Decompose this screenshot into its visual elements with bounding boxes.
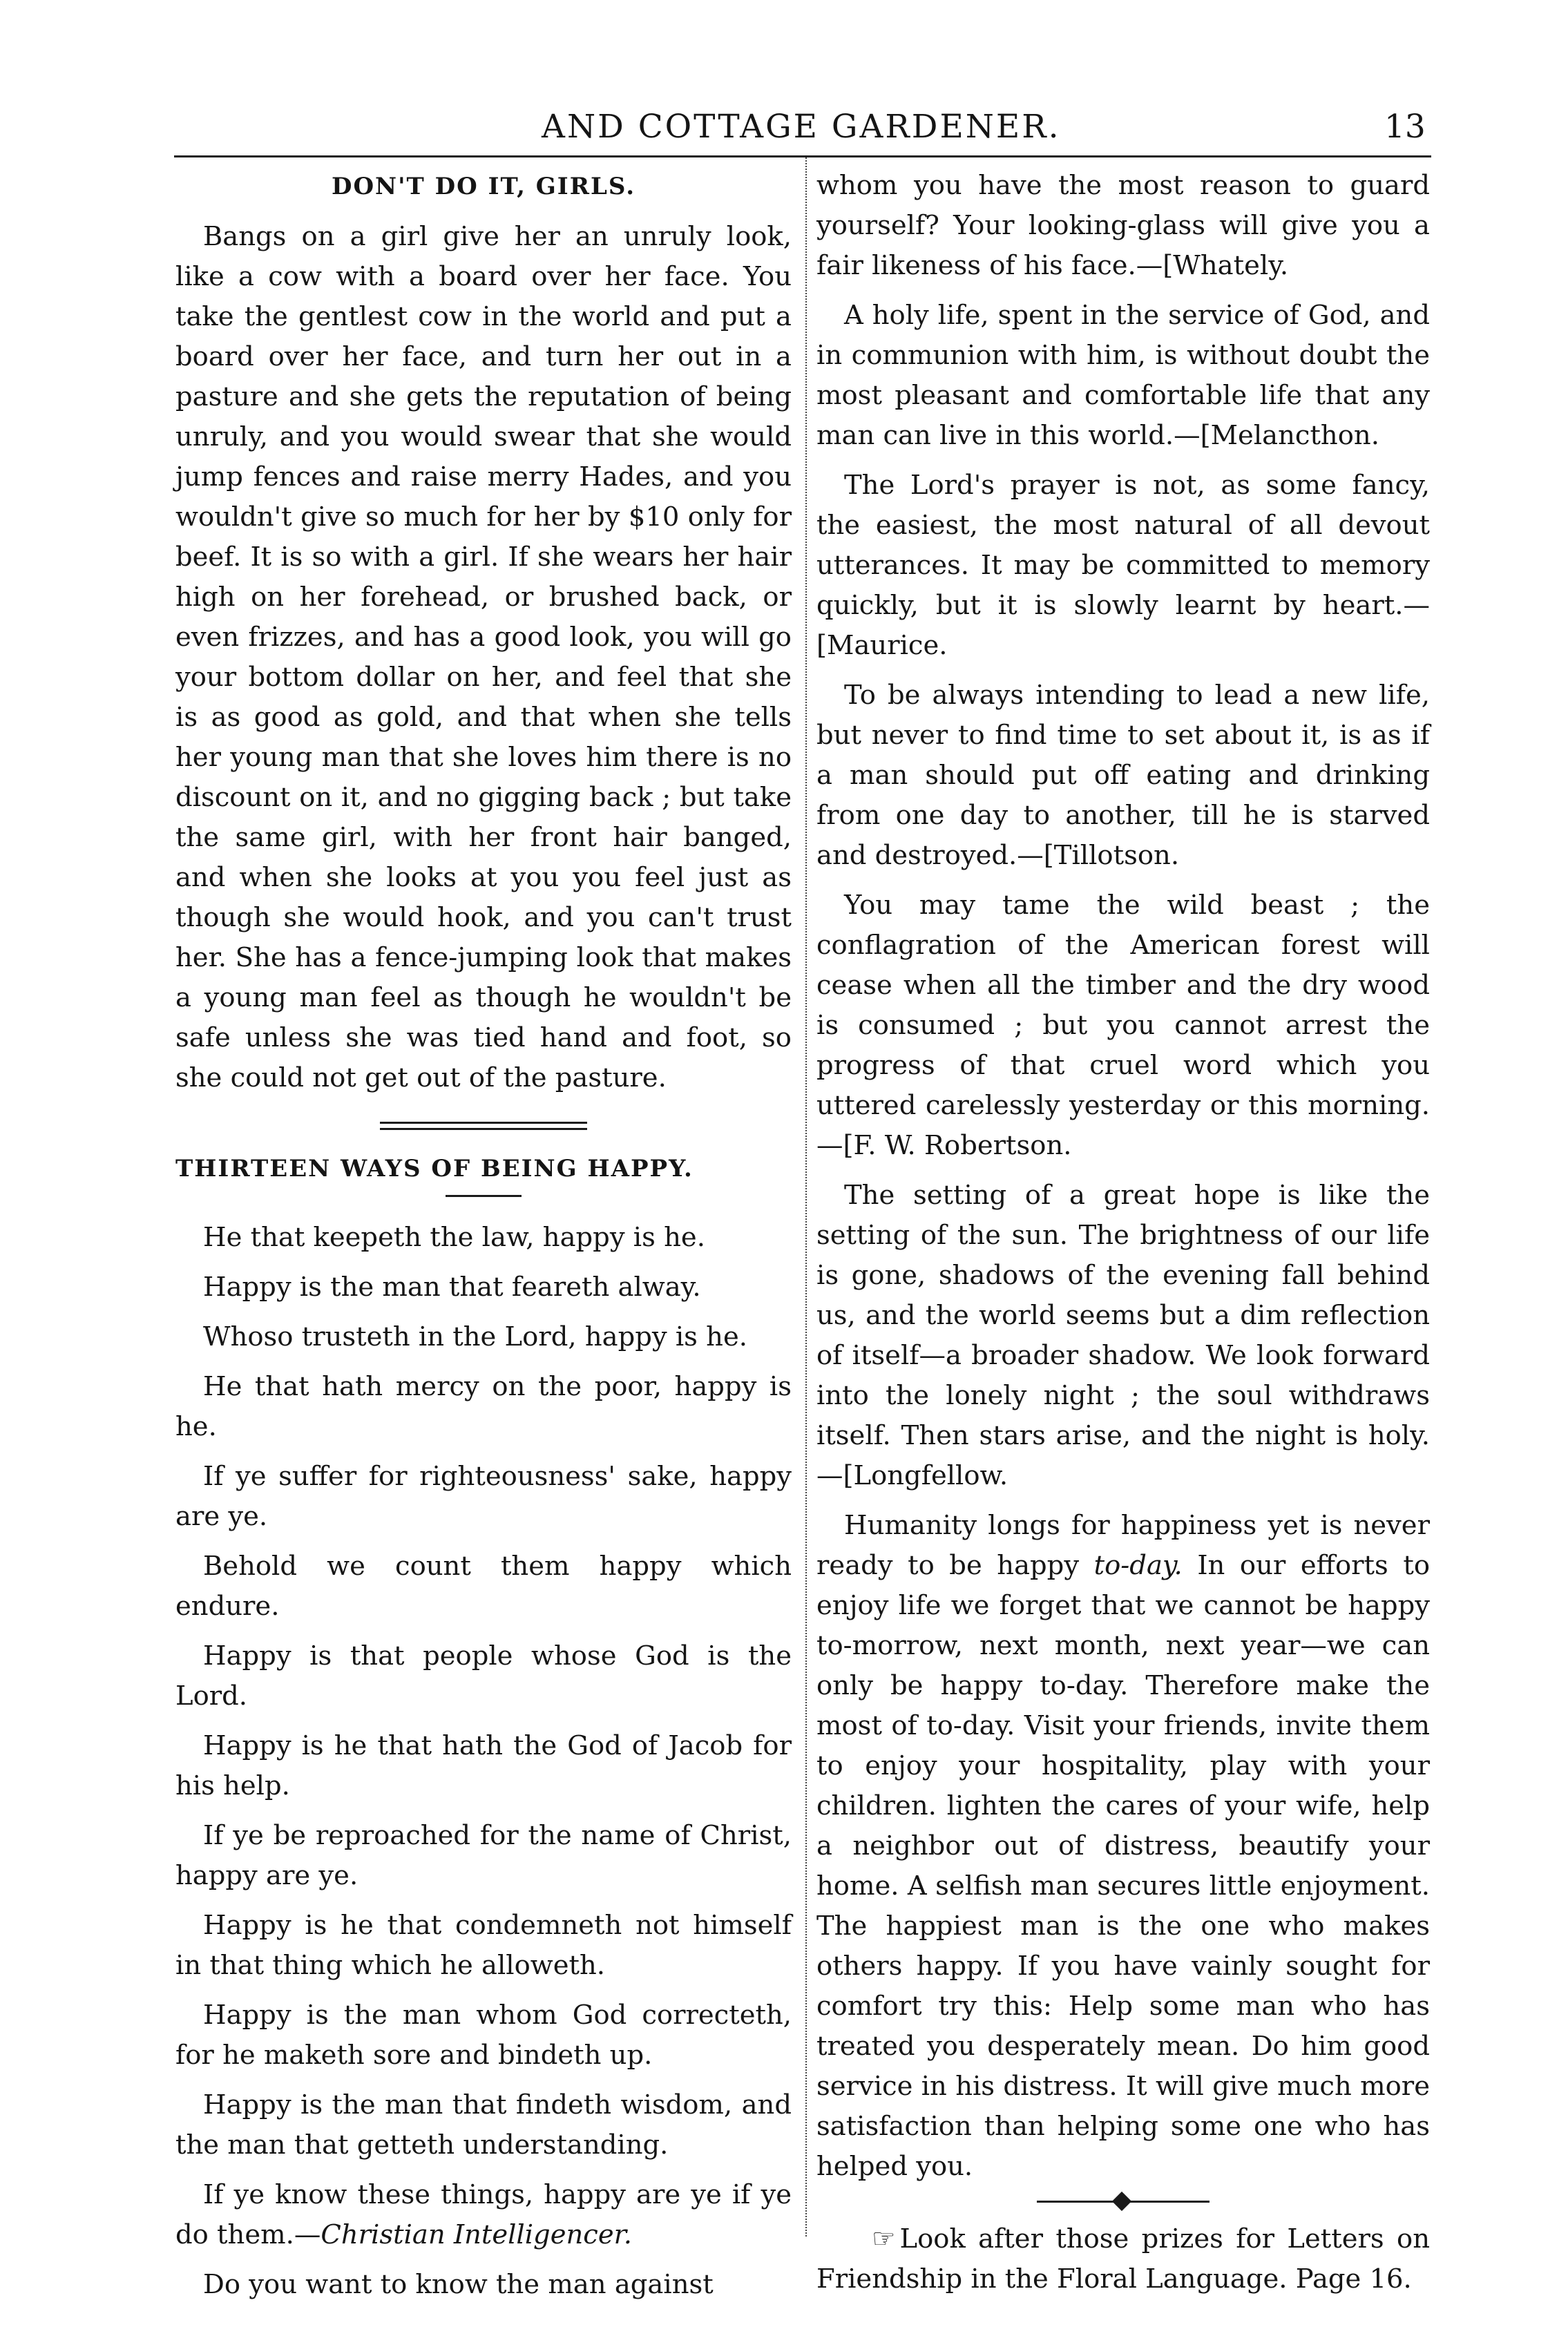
article-title-thirteen-ways: THIRTEEN WAYS OF BEING HAPPY.	[175, 1155, 694, 1182]
quote-paragraph: The Lord's prayer is not, as some fancy, the easiest, the most natural of all devout utterances. It may be committed to memory quickly, but it is slowly learnt by heart.—[Maurice.	[816, 470, 1430, 661]
quote-paragraph: To be always intending to lead a new life, but never to find time to set about it, is as if a man should put off eating and drinking from one day to another, till he is starved and destroyed.—[Tillotson.	[816, 680, 1430, 871]
prize-notice-text: Look after those prizes for Letters on Friendship in the Floral Language. Page 16.	[816, 2223, 1430, 2295]
happy-saying: Happy is he that hath the God of Jacob for his help.	[175, 1730, 792, 1801]
happy-saying-text: If ye know these things, happy are ye if ye do them.—	[175, 2179, 792, 2250]
running-head: AND COTTAGE GARDENER.	[542, 108, 1061, 146]
pointing-hand-icon: ☞	[872, 2223, 896, 2254]
quote-paragraph: whom you have the most reason to guard yourself? Your looking-glass will give you a fair likeness of his face.—[Whately.	[816, 170, 1430, 281]
continued-paragraph-start: Do you want to know the man against	[203, 2269, 714, 2300]
prize-notice	[816, 2219, 1430, 2299]
happy-saying: Happy is the man that findeth wisdom, and the man that getteth understanding.	[175, 2089, 792, 2161]
humanity-text-continued: In our efforts to enjoy life we forget that we cannot be happy to-morrow, next month, next year—we can only be happy to-day. Therefore make the most of to-day. Visit your friends, invite them to enjoy your hospitality, play with your children. lighten the cares of your wife, help a neighbor out of distress, beautify your home. A selfish man secures little enjoyment. The happiest man is the one who makes others happy. If you have vainly sought for comfort try this: Help some man who has treated you desperately mean. Do him good service in his distress. It will give much more satisfaction than helping some one who has helped you.	[816, 1550, 1430, 2182]
quote-paragraph: The setting of a great hope is like the setting of the sun. The brightness of our life is gone, shadows of the evening fall behind us, and the world seems but a dim reflection of itself—a broader shadow. We look forward into the lonely night ; the soul withdraws itself. Then stars arise, and the night is holy.—[Longfellow.	[816, 1180, 1430, 1491]
happy-sayings-list	[175, 1218, 792, 2255]
happy-saying-last	[175, 2175, 792, 2255]
happy-saying: If ye suffer for righteousness' sake, happy are ye.	[175, 1461, 792, 1532]
happy-saying: Happy is the man that feareth alway.	[203, 1272, 701, 1303]
article-body-dont-do-it-girls: Bangs on a girl give her an unruly look, like a cow with a board over her face. You take the gentlest cow in the world and put a board over her face, and turn her out in a pasture and she gets the reputation of being unruly, and you would swear that she would jump fences and raise merry Hades, and you wouldn't give so much for her by $10 only for beef. It is so with a girl. If she wears her hair high on her forehead, or brushed back, or even frizzes, and has a good look, you will go your bottom dollar on her, and feel that she is as good as gold, and that when she tells her young man that she loves him there is no discount on it, and no gigging back ; but take the same girl, with her front hair banged, and when she looks at you you feel just as though she would hook, and you can't trust her. She has a fence-jumping look that makes a young man feel as though he wouldn't be safe unless she was tied hand and foot, so she could not get out of the pasture.	[175, 221, 792, 1093]
source-credit: Christian Intelligencer.	[321, 2219, 633, 2250]
page-number: 13	[1384, 108, 1426, 146]
happy-saying: Happy is he that condemneth not himself in that thing which he alloweth.	[175, 1910, 792, 1981]
happy-saying: Behold we count them happy which endure.	[175, 1551, 792, 1622]
humanity-emphasis: to-day.	[1093, 1550, 1183, 1581]
left-column	[175, 166, 792, 2315]
happy-saying: Happy is that people whose God is the Lord.	[175, 1640, 792, 1712]
happy-saying: Whoso trusteth in the Lord, happy is he.	[203, 1321, 747, 1352]
humanity-paragraph	[816, 1506, 1430, 2187]
right-column	[816, 166, 1430, 2309]
happy-saying: He that keepeth the law, happy is he.	[203, 1222, 705, 1253]
quote-paragraph: A holy life, spent in the service of God, and in communion with him, is without doubt the most pleasant and comfortable life that any man can live in this world.—[Melancthon.	[816, 300, 1430, 451]
humanity-text: Humanity longs for happiness yet is never ready to be happy	[816, 1510, 1430, 1581]
ornament-divider	[1037, 2201, 1210, 2203]
happy-saying: He that hath mercy on the poor, happy is he.	[175, 1371, 792, 1442]
happy-saying: If ye be reproached for the name of Christ, happy are ye.	[175, 1820, 792, 1891]
column-divider	[805, 157, 807, 2237]
quote-paragraph: You may tame the wild beast ; the conflagration of the American forest will cease when all the timber and the dry wood is consumed ; but you cannot arrest the progress of that cruel word which you uttered carelessly yesterday or this morning.—[F. W. Robertson.	[816, 890, 1430, 1161]
title-underline	[446, 1195, 522, 1197]
header-rule	[174, 155, 1431, 157]
section-divider	[380, 1122, 587, 1130]
diamond-ornament-icon	[1112, 2192, 1131, 2211]
happy-saying: Happy is the man whom God correcteth, for he maketh sore and bindeth up.	[175, 2000, 792, 2071]
article-title-dont-do-it-girls: DON'T DO IT, GIRLS.	[331, 173, 636, 200]
